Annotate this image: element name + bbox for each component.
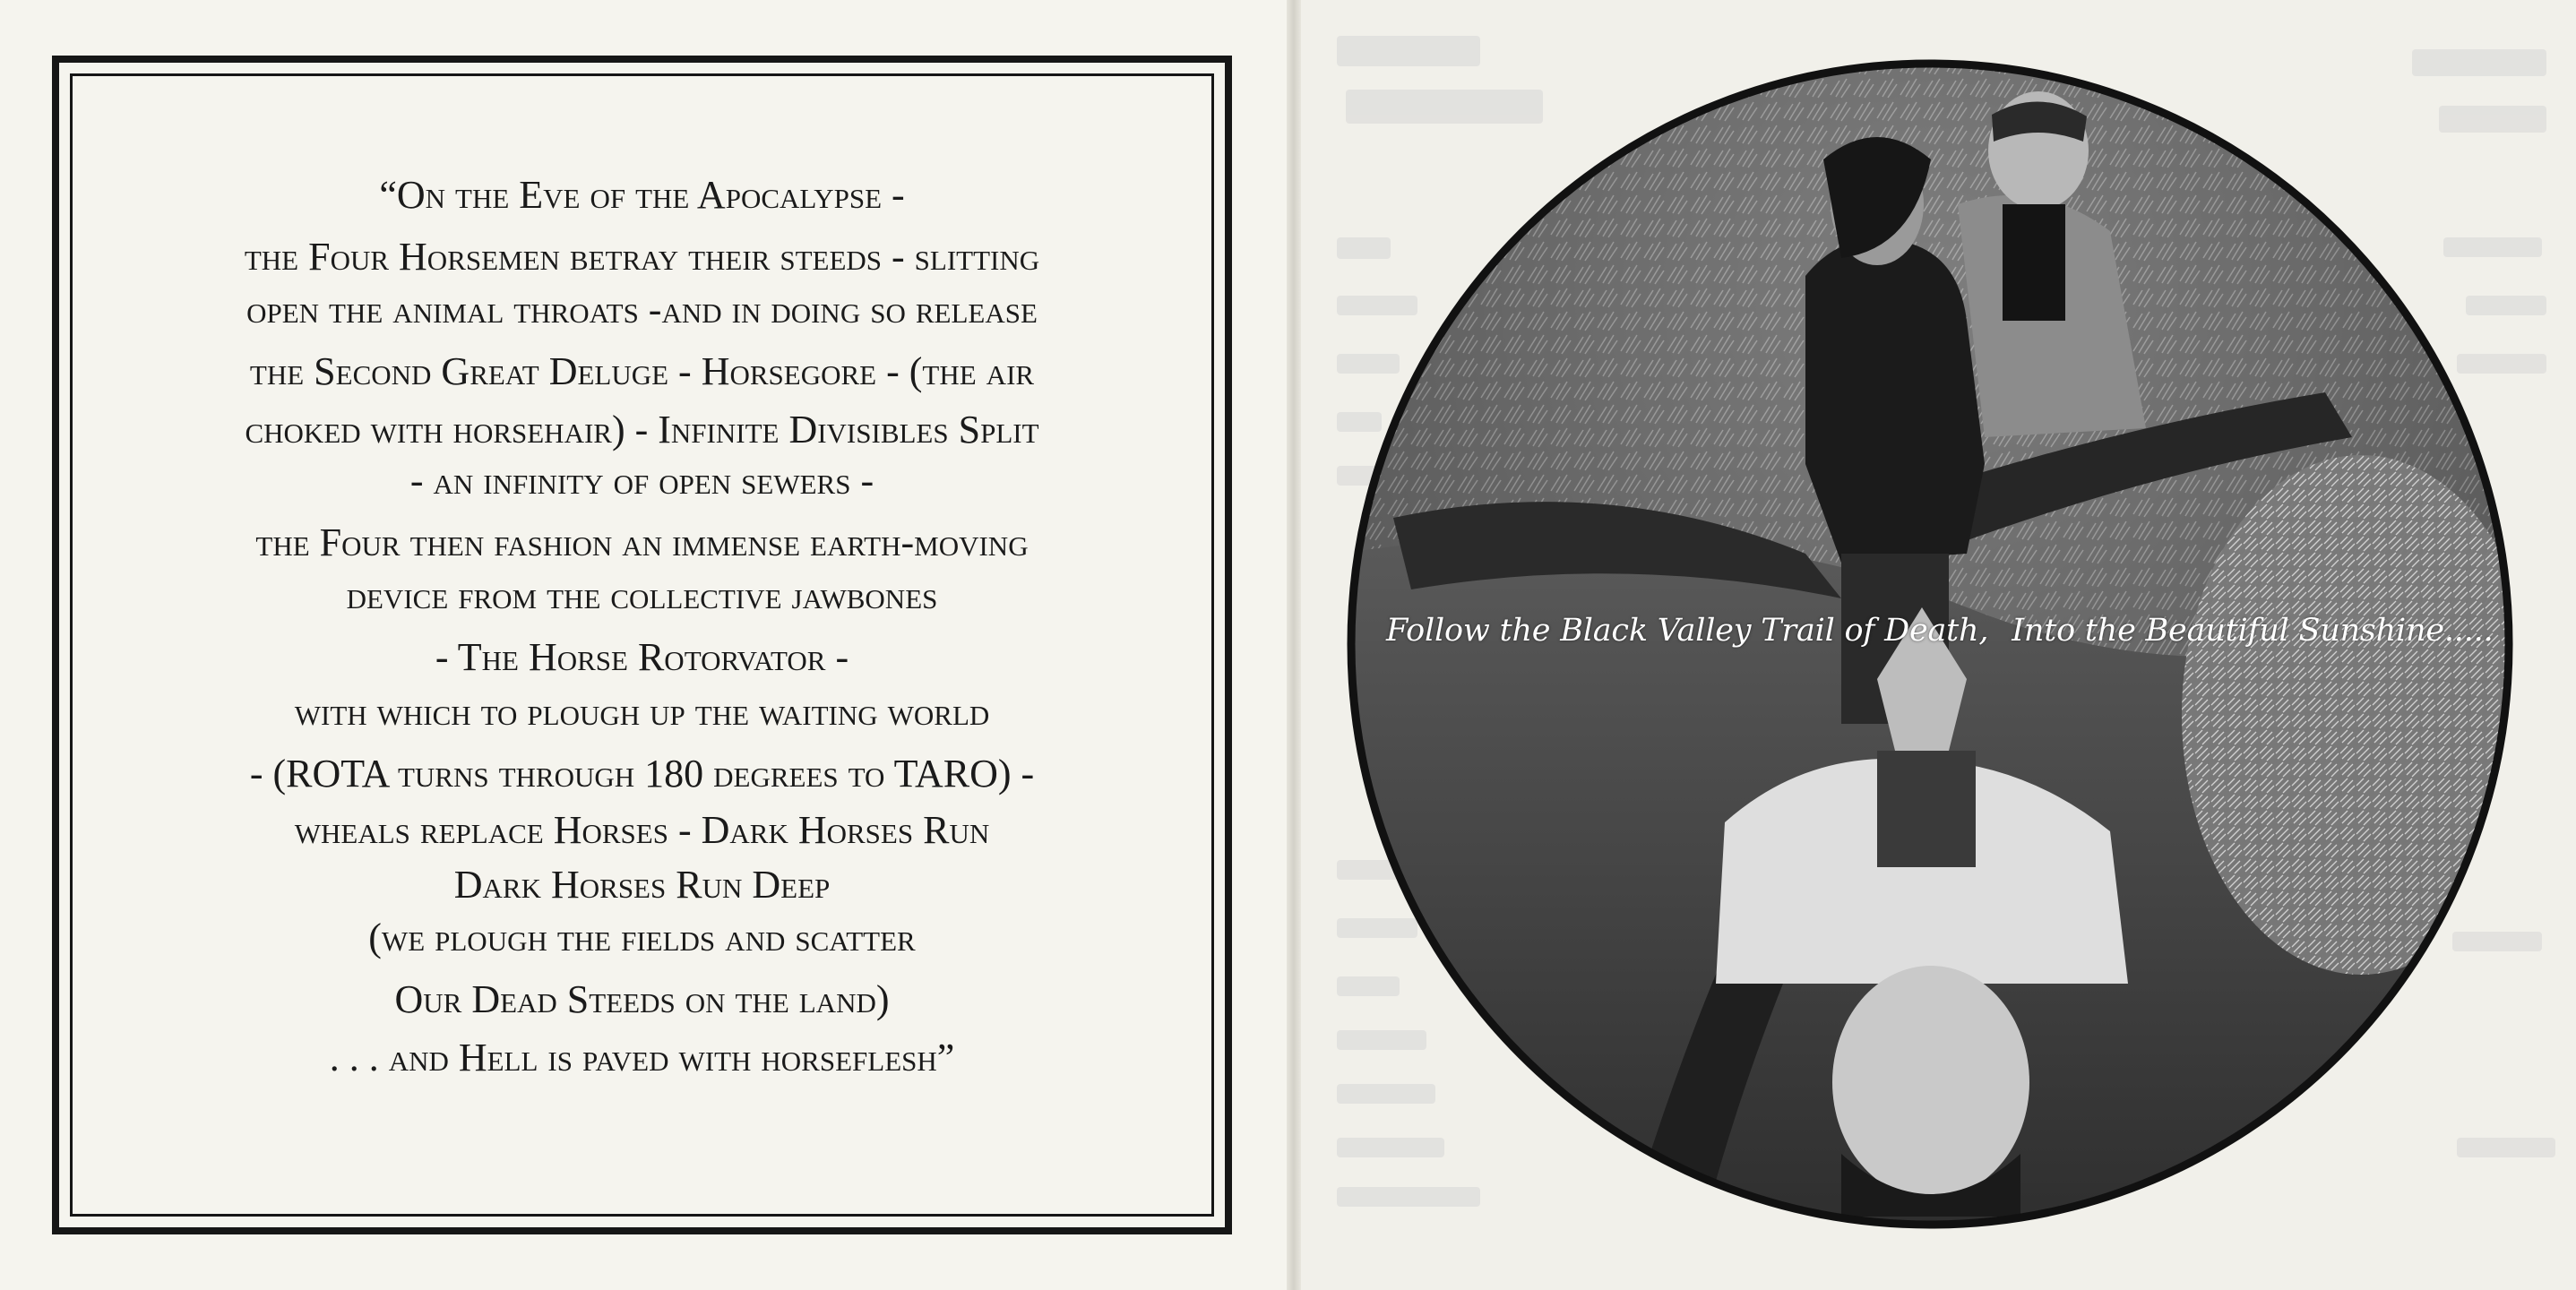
poem-line: open the animal throats -and in doing so release: [246, 288, 1038, 331]
poem-line: Our Dead Steeds on the land): [394, 977, 890, 1021]
poem-line: (we plough the fields and scatter: [368, 916, 916, 959]
poem-text: [59, 172, 1225, 1080]
poem-line: the Four then fashion an immense earth-moving: [255, 520, 1029, 564]
photo-caption: [1386, 613, 2515, 649]
poem-line: . . . and Hell is paved with horseflesh”: [329, 1036, 955, 1079]
poem-frame: [52, 56, 1232, 1234]
caption-part-1: Follow the Black Valley Trail of Death,: [1386, 613, 1989, 649]
poem-line: Dark Horses Run Deep: [453, 863, 831, 907]
poem-line: choked with horsehair) - Infinite Divisibles Split: [245, 408, 1039, 452]
poem-line: the Second Great Deluge - Horsegore - (the air: [249, 349, 1035, 393]
poem-line: “On the Eve of the Apocalypse -: [379, 173, 905, 217]
poem-line: the Four Horsemen betray their steeds - slitting: [244, 235, 1040, 279]
poem-line: device from the collective jawbones: [346, 573, 938, 617]
caption-part-2: Into the Beautiful Sunshine.....: [2012, 613, 2494, 649]
poem-line: - The Horse Rotorvator -: [435, 635, 849, 679]
poem-line: wheals replace Horses - Dark Horses Run: [294, 808, 990, 852]
left-page: [0, 0, 1287, 1290]
poem-line: with which to plough up the waiting world: [294, 690, 990, 734]
poem-line: - (ROTA turns through 180 degrees to TARO) -: [249, 752, 1035, 796]
center-fold: [1287, 0, 1301, 1290]
poem-line: - an infinity of open sewers -: [409, 459, 874, 503]
